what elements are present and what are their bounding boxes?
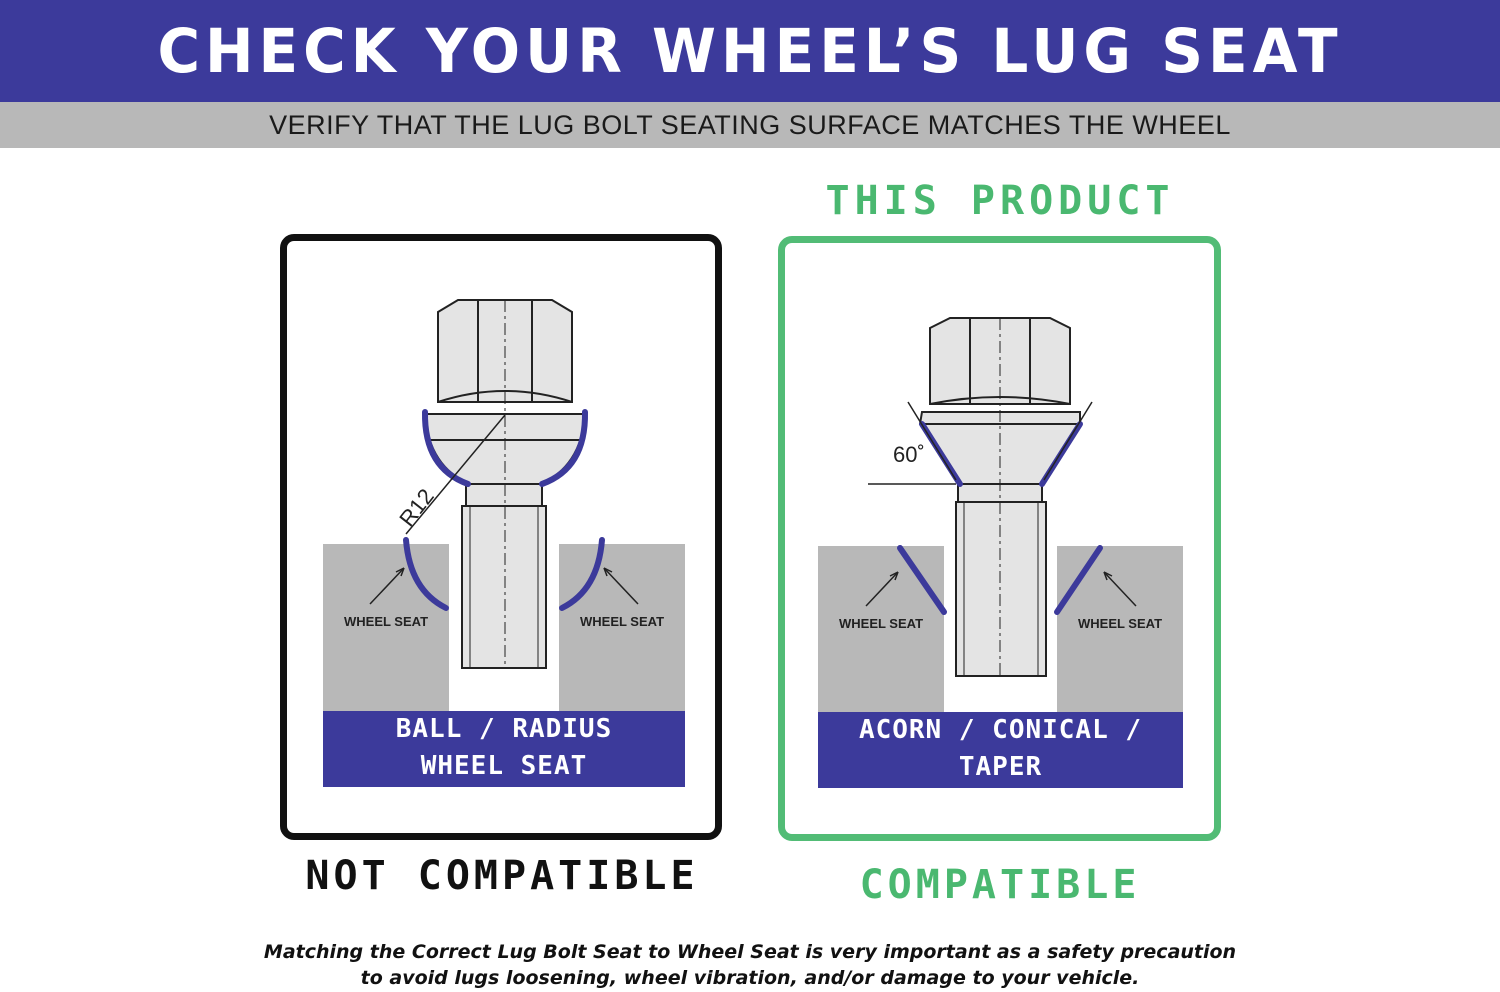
wheel-seat-label-left: WHEEL SEAT <box>838 616 924 631</box>
wheel-seat-label-right: WHEEL SEAT <box>579 614 665 629</box>
not-compatible-label: NOT COMPATIBLE <box>305 853 699 899</box>
angle-label: 60˚ <box>893 442 925 467</box>
wheel-seat-label-left: WHEEL SEAT <box>343 614 429 629</box>
conical-seat-type-label <box>818 712 1183 819</box>
seat-type-line: WHEEL SEAT <box>917 789 1084 819</box>
page-title: CHECK YOUR WHEEL’S LUG SEAT <box>157 15 1343 87</box>
ball-seat-type-label <box>323 711 685 787</box>
ball-seat-diagram <box>323 300 685 712</box>
wheel-seat-label-right: WHEEL SEAT <box>1077 616 1163 631</box>
compatible-label: COMPATIBLE <box>859 862 1141 908</box>
seat-type-line: BALL / RADIUS <box>395 714 613 744</box>
safety-note-line: Matching the Correct Lug Bolt Seat to Wheel Seat is very important as a safety precaution <box>263 941 1237 963</box>
this-product-label: THIS PRODUCT <box>825 178 1175 224</box>
radius-label: R12 <box>394 483 439 532</box>
safety-note-line: to avoid lugs loosening, wheel vibration, and/or damage to your vehicle. <box>360 967 1140 989</box>
page-subtitle: VERIFY THAT THE LUG BOLT SEATING SURFACE MATCHES THE WHEEL <box>269 109 1231 140</box>
seat-type-line: WHEEL SEAT <box>420 751 588 781</box>
seat-type-line: ACORN / CONICAL / TAPER <box>858 715 1143 782</box>
conical-seat-diagram <box>818 318 1183 714</box>
